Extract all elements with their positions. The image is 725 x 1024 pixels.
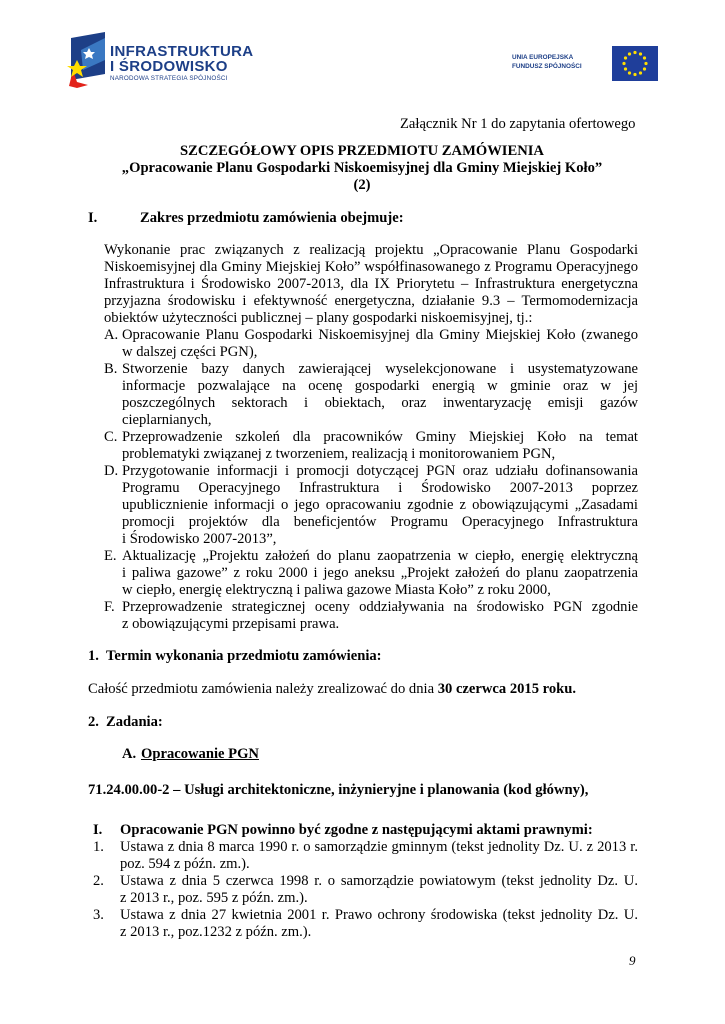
intro-line: obiektów użyteczności publicznej – plany gospodarki niskoemisyjnej, tj.:: [104, 310, 533, 326]
doc-title-2: „Opracowanie Planu Gospodarki Niskoemisyjnej dla Gminy Miejskiej Koło”: [121, 160, 603, 176]
intro-line: Wykonanie prac związanych z realizacją projektu „Opracowanie Planu Gospodarki: [104, 242, 638, 258]
law-line: poz. 594 z późn. zm.).: [120, 856, 250, 872]
list-item-line: Przeprowadzenie szkoleń dla pracowników Gminy Miejskiej Koło na temat: [122, 429, 638, 445]
list-item-line: Programu Operacyjnego Infrastruktura i Środowisko 2007-2013 poprzez: [122, 480, 638, 496]
law-line: z 2013 r., poz.1232 z późn. zm.).: [120, 924, 312, 940]
section-1-number: I.: [88, 210, 98, 226]
logo-line-3: NARODOWA STRATEGIA SPÓJNOŚCI: [110, 75, 228, 82]
section-1-title: Zakres przedmiotu zamówienia obejmuje:: [140, 210, 404, 226]
page-number: 9: [629, 953, 636, 968]
list-item-line: z obowiązującymi przepisami prawa.: [122, 616, 340, 632]
list-item-letter: D.: [104, 463, 119, 479]
term-text: Całość przedmiotu zamówienia należy zrealizować do dnia: [88, 681, 438, 697]
list-item-letter: F.: [104, 599, 115, 615]
list-item-line: problematyki związanej z tworzeniem, realizacją i monitorowaniem PGN,: [122, 446, 556, 462]
term-paragraph: [88, 681, 576, 698]
doc-title-1: SZCZEGÓŁOWY OPIS PRZEDMIOTU ZAMÓWIENIA: [180, 143, 544, 159]
eu-logo: [512, 46, 658, 82]
list-item-line: w ciepło, energię elektryczną i paliwa gazowe Miasta Koło” z roku 2000,: [122, 582, 551, 598]
law-line: z 2013 r., poz. 595 z późn. zm.).: [120, 890, 308, 906]
law-number: 2.: [93, 873, 104, 889]
eu-flag-icon: [612, 46, 658, 81]
law-line: Ustawa z dnia 27 kwietnia 2001 r. Prawo ochrony środowiska (tekst jednolity Dz. U.: [120, 907, 638, 923]
list-item-letter: A.: [104, 327, 119, 343]
law-line: Ustawa z dnia 5 czerwca 1998 r. o samorządzie powiatowym (tekst jednolity Dz. U.: [120, 873, 638, 889]
star-flag-icon: [63, 30, 109, 88]
annex-label: Załącznik Nr 1 do zapytania ofertowego: [400, 116, 636, 132]
list-item-letter: E.: [104, 548, 117, 564]
list-item-letter: C.: [104, 429, 118, 445]
cpv-code-line: 71.24.00.00-2 – Usługi architektoniczne, inżynieryjne i planowania (kod główny),: [88, 782, 589, 798]
section-term-title: Termin wykonania przedmiotu zamówienia:: [106, 648, 382, 664]
doc-title-3: (2): [353, 177, 371, 193]
list-item-line: w dalszej części PGN),: [122, 344, 258, 360]
list-item-letter: B.: [104, 361, 118, 377]
list-item-line: Przygotowanie informacji i promocji dotyczącej PGN oraz udziału dofinansowania: [122, 463, 638, 479]
section-term-number: 1.: [88, 648, 99, 664]
law-heading-title: Opracowanie PGN powinno być zgodne z następującymi aktami prawnymi:: [120, 822, 593, 838]
law-number: 3.: [93, 907, 104, 923]
list-item-line: Opracowanie Planu Gospodarki Niskoemisyjnej dla Gminy Miejskiej Koło (zwanego: [122, 327, 638, 343]
task-a-title: Opracowanie PGN: [141, 746, 259, 762]
task-a-letter: A.: [122, 746, 137, 762]
law-heading-number: I.: [93, 822, 103, 838]
term-deadline: 30 czerwca 2015 roku.: [437, 681, 577, 697]
infrastruktura-srodowisko-logo: [63, 30, 253, 88]
list-item-line: promocji projektów dla beneficjentów Programu Operacyjnego Infrastruktura: [122, 514, 638, 530]
intro-line: Niskoemisyjnej dla Gminy Miejskiej Koło” współfinasowanego z Programu Operacyjnego: [104, 259, 638, 275]
list-item-line: cieplarnianych,: [122, 412, 212, 428]
section-tasks-title: Zadania:: [106, 714, 163, 730]
intro-line: Infrastruktura i Środowisko 2007-2013, dla IX Priorytetu – Infrastruktura energetyczna: [104, 276, 638, 292]
law-line: Ustawa z dnia 8 marca 1990 r. o samorządzie gminnym (tekst jednolity Dz. U. z 2013 r.: [120, 839, 638, 855]
list-item-line: i Środowisko 2007-2013”,: [122, 531, 277, 547]
logo-line-2: I ŚRODOWISKO: [110, 58, 228, 75]
list-item-line: poszczególnych sektorach i obiektach, oraz inwentaryzację emisji gazów: [122, 395, 638, 411]
list-item-line: i paliwa gazowe” z roku 2000 i jego aneksu „Projekt założeń do planu zaopatrzenia: [122, 565, 638, 581]
eu-line-1: UNIA EUROPEJSKA: [512, 54, 574, 61]
list-item-line: Aktualizację „Projektu założeń do planu zaopatrzenia w ciepło, energię elektryczną: [122, 548, 638, 564]
list-item-line: upublicznienie informacji o jego opracowaniu zgodnie z obowiązującymi „Zasadami: [122, 497, 638, 513]
intro-line: przyjazna środowisku i efektywność energetyczna, działanie 9.3 – Termomodernizacja: [104, 293, 638, 309]
list-item-line: Stworzenie bazy danych zawierającej wyselekcjonowane i usystematyzowane: [122, 361, 638, 377]
logo-line-1: INFRASTRUKTURA: [110, 43, 254, 60]
list-item-line: Przeprowadzenie strategicznej oceny oddziaływania na środowisko PGN zgodnie: [122, 599, 638, 615]
eu-line-2: FUNDUSZ SPÓJNOŚCI: [512, 62, 582, 70]
list-item-line: informacje pozwalające na ocenę gospodarki energią w gminie oraz w jej: [122, 378, 638, 394]
section-tasks-number: 2.: [88, 714, 99, 730]
law-number: 1.: [93, 839, 104, 855]
